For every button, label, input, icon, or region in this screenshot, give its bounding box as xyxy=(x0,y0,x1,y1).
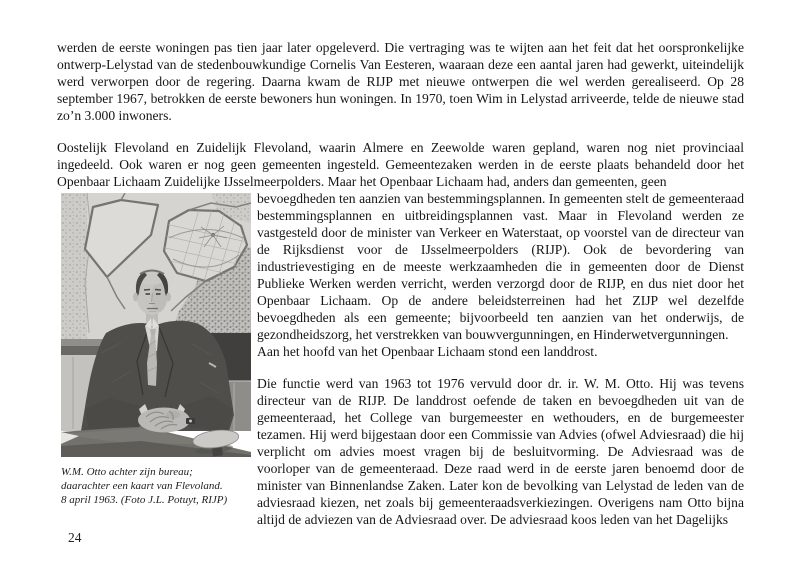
paragraph-2-beside-photo: bevoegdheden ten aanzien van bestemmingsplannen. In gemeenten stelt de gemeenteraad bestemmingsplannen en uitbreidingsplannen vast. Maar in Flevoland werden ze vastgesteld door de minister van Verkeer en Waterstaat, op voorstel van de directeur van de Rijksdienst voor de IJsselmeerpolders (RIJP). Ook de bevordering van industrievestiging en de meeste werkzaamheden die in gemeenten door de Dienst Publieke Werken werden verricht, werden verzorgd door de RIJP, en dus niet door het Openbaar Lichaam. Op de andere beleidsterreinen had het ZIJP wel dezelfde bevoegdheden als een gemeente; bijvoorbeeld ten aanzien van het onderwijs, de gezondheidszorg, het verstrekken van bouwvergunningen, en Hinderwetvergunningen. xyxy=(257,191,744,342)
paragraph-2-above-photo: Oostelijk Flevoland en Zuidelijk Flevoland, waarin Almere en Zeewolde waren gepland, waren nog niet provinciaal ingedeeld. Ook waren er nog geen gemeenten ingesteld. Gemeentezaken werden in de eerste plaats behandeld door het Openbaar Lichaam Zuidelijke IJsselmeerpolders. Maar het Openbaar Lichaam had, anders dan gemeenten, geen xyxy=(57,140,744,189)
page-number: 24 xyxy=(68,530,82,545)
caption-line: daarachter een kaart van Flevoland. xyxy=(61,480,223,492)
caption-line: W.M. Otto achter zijn bureau; xyxy=(61,466,193,478)
paragraph-3: Aan het hoofd van het Openbaar Lichaam stond een landdrost. xyxy=(257,344,598,359)
caption-line: 8 april 1963. (Foto J.L. Potuyt, RIJP) xyxy=(61,494,228,506)
page-content xyxy=(57,39,744,528)
paragraph-1: werden de eerste woningen pas tien jaar later opgeleverd. Die vertraging was te wijten aan het feit dat het oorspronkelijke ontwerp-Lelystad van de stedenbouwkundige Cornelis Van Eesteren, waaraan deze een aantal jaren had gewerkt, uiteindelijk werd verworpen door de regering. Daarna kwam de RIJP met nieuwe ontwerpen die wel werden gerealiseerd. Op 28 september 1967, betrokken de eerste bewoners hun woningen. In 1970, toen Wim in Lelystad arriveerde, telde de nieuwe stad zo’n 3.000 inwoners. xyxy=(57,40,744,123)
paragraph-4: Die functie werd van 1963 tot 1976 vervuld door dr. ir. W. M. Otto. Hij was tevens directeur van de RIJP. De landdrost oefende de taken en bevoegdheden uit van de gemeenteraad, het College van burgemeester en wethouders, en de burgemeester tezamen. Hij werd bijgestaan door een Commissie van Advies (ofwel Adviesraad) die hij verplicht om advies moest vragen bij de besluitvorming. De Adviesraad was de voorloper van de gemeenteraad. Deze raad werd in de eerste jaren benoemd door de minister van Binnenlandse Zaken. Later kon de bevolking van Lelystad de leden van de adviesraad kiezen, net zoals bij gemeenteraadsverkiezingen. Overigens nam Otto bijna altijd de adviezen van de Adviesraad over. De adviesraad koos leden van het Dagelijks xyxy=(257,376,744,527)
photo-otto-at-desk xyxy=(61,193,251,457)
photo-figure xyxy=(61,193,251,507)
photo-caption xyxy=(61,465,251,507)
